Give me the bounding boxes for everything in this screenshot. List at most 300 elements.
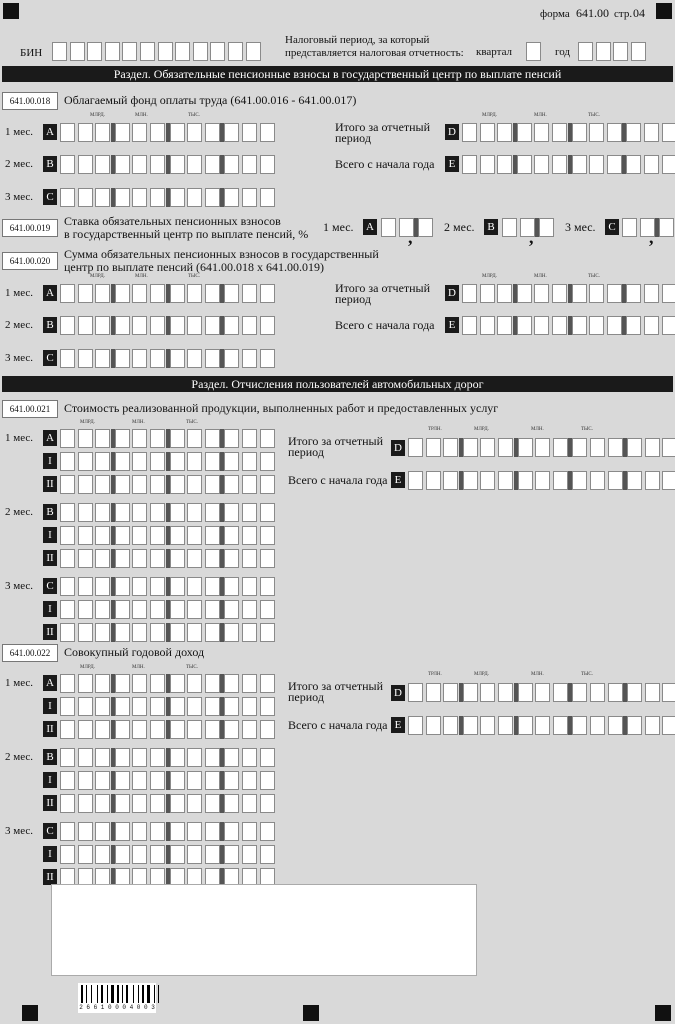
month-3-total-cell[interactable] — [242, 577, 257, 596]
ytd-amount-cell[interactable] — [644, 316, 659, 335]
rate-month-2-cell[interactable] — [502, 218, 517, 237]
month-2-total-cell[interactable] — [60, 503, 75, 522]
month-3-part-1-cell[interactable] — [78, 845, 93, 864]
month-2-part-2-cell[interactable] — [78, 794, 93, 813]
total-period-amount-cell[interactable] — [480, 683, 495, 702]
ytd-amount-cell[interactable] — [645, 471, 660, 490]
total-period-amount-cell[interactable] — [518, 683, 533, 702]
ytd-amount-cell[interactable] — [517, 316, 532, 335]
month-2-amount-cell[interactable] — [150, 316, 165, 335]
month-1-part-1-cell[interactable] — [242, 452, 257, 471]
month-1-part-1-cell[interactable] — [115, 697, 130, 716]
month-2-amount-cell[interactable] — [60, 316, 75, 335]
month-3-amount-cell[interactable] — [95, 349, 110, 368]
month-3-part-1-cell[interactable] — [132, 600, 147, 619]
ytd-amount-cell[interactable] — [553, 716, 568, 735]
month-1-part-2-cell[interactable] — [242, 475, 257, 494]
month-3-amount-cell[interactable] — [78, 188, 93, 207]
month-1-part-2-cell[interactable] — [224, 720, 239, 739]
ytd-amount-cell[interactable] — [480, 471, 495, 490]
month-2-amount-cell[interactable] — [78, 155, 93, 174]
month-3-total-cell[interactable] — [170, 822, 185, 841]
month-1-part-2-cell[interactable] — [150, 475, 165, 494]
ytd-amount-cell[interactable] — [463, 716, 478, 735]
bin-cell[interactable] — [87, 42, 102, 61]
month-3-part-1-cell[interactable] — [60, 845, 75, 864]
total-period-amount-cell[interactable] — [462, 123, 477, 142]
month-3-part-1-cell[interactable] — [132, 845, 147, 864]
rate-month-2-cell[interactable] — [539, 218, 554, 237]
month-3-part-1-cell[interactable] — [170, 845, 185, 864]
month-3-part-1-cell[interactable] — [95, 600, 110, 619]
month-3-total-cell[interactable] — [132, 577, 147, 596]
month-2-part-2-cell[interactable] — [187, 794, 202, 813]
total-period-amount-cell[interactable] — [589, 123, 604, 142]
ytd-amount-cell[interactable] — [572, 316, 587, 335]
month-1-amount-cell[interactable] — [78, 284, 93, 303]
month-3-part-1-cell[interactable] — [60, 600, 75, 619]
month-1-total-cell[interactable] — [115, 674, 130, 693]
total-period-amount-cell[interactable] — [535, 683, 550, 702]
month-3-total-cell[interactable] — [60, 577, 75, 596]
month-3-amount-cell[interactable] — [205, 188, 220, 207]
month-1-amount-cell[interactable] — [115, 123, 130, 142]
bin-cell[interactable] — [158, 42, 173, 61]
total-period-amount-cell[interactable] — [552, 284, 567, 303]
total-period-amount-cell[interactable] — [608, 683, 623, 702]
month-3-total-cell[interactable] — [187, 577, 202, 596]
ytd-amount-cell[interactable] — [443, 471, 458, 490]
month-3-part-1-cell[interactable] — [205, 600, 220, 619]
month-2-total-cell[interactable] — [205, 748, 220, 767]
month-1-amount-cell[interactable] — [150, 284, 165, 303]
ytd-amount-cell[interactable] — [518, 471, 533, 490]
ytd-amount-cell[interactable] — [589, 316, 604, 335]
month-2-total-cell[interactable] — [95, 748, 110, 767]
month-2-total-cell[interactable] — [78, 748, 93, 767]
total-period-amount-cell[interactable] — [534, 123, 549, 142]
total-period-amount-cell[interactable] — [662, 683, 675, 702]
ytd-amount-cell[interactable] — [443, 716, 458, 735]
month-2-part-2-cell[interactable] — [95, 549, 110, 568]
month-1-amount-cell[interactable] — [242, 284, 257, 303]
month-2-total-cell[interactable] — [260, 503, 275, 522]
month-3-part-1-cell[interactable] — [242, 600, 257, 619]
month-3-total-cell[interactable] — [95, 577, 110, 596]
month-1-part-2-cell[interactable] — [242, 720, 257, 739]
month-3-part-1-cell[interactable] — [187, 845, 202, 864]
month-2-amount-cell[interactable] — [132, 155, 147, 174]
total-period-amount-cell[interactable] — [645, 683, 660, 702]
total-period-amount-cell[interactable] — [662, 438, 675, 457]
month-2-amount-cell[interactable] — [260, 316, 275, 335]
month-3-total-cell[interactable] — [150, 822, 165, 841]
month-1-total-cell[interactable] — [170, 429, 185, 448]
month-1-part-1-cell[interactable] — [224, 697, 239, 716]
ytd-amount-cell[interactable] — [627, 471, 642, 490]
month-1-amount-cell[interactable] — [187, 284, 202, 303]
month-2-amount-cell[interactable] — [170, 316, 185, 335]
total-period-amount-cell[interactable] — [662, 284, 675, 303]
month-2-part-2-cell[interactable] — [170, 549, 185, 568]
month-2-total-cell[interactable] — [150, 748, 165, 767]
month-3-total-cell[interactable] — [95, 822, 110, 841]
month-2-part-2-cell[interactable] — [260, 549, 275, 568]
ytd-amount-cell[interactable] — [480, 716, 495, 735]
month-2-amount-cell[interactable] — [187, 316, 202, 335]
total-period-amount-cell[interactable] — [553, 683, 568, 702]
month-2-part-2-cell[interactable] — [242, 549, 257, 568]
month-3-part-1-cell[interactable] — [170, 600, 185, 619]
month-3-amount-cell[interactable] — [78, 349, 93, 368]
notes-area[interactable] — [51, 884, 477, 976]
month-2-amount-cell[interactable] — [115, 316, 130, 335]
month-1-part-2-cell[interactable] — [170, 720, 185, 739]
month-2-total-cell[interactable] — [132, 748, 147, 767]
ytd-amount-cell[interactable] — [534, 155, 549, 174]
ytd-amount-cell[interactable] — [662, 471, 675, 490]
month-2-part-2-cell[interactable] — [224, 549, 239, 568]
month-2-part-1-cell[interactable] — [115, 771, 130, 790]
month-1-part-2-cell[interactable] — [150, 720, 165, 739]
month-1-amount-cell[interactable] — [115, 284, 130, 303]
month-1-amount-cell[interactable] — [132, 123, 147, 142]
month-1-part-1-cell[interactable] — [78, 697, 93, 716]
total-period-amount-cell[interactable] — [535, 438, 550, 457]
bin-cell[interactable] — [52, 42, 67, 61]
ytd-amount-cell[interactable] — [626, 155, 641, 174]
month-3-total-cell[interactable] — [60, 822, 75, 841]
total-period-amount-cell[interactable] — [518, 438, 533, 457]
month-1-part-2-cell[interactable] — [260, 475, 275, 494]
month-2-part-1-cell[interactable] — [205, 526, 220, 545]
total-period-amount-cell[interactable] — [517, 123, 532, 142]
month-1-part-1-cell[interactable] — [60, 697, 75, 716]
month-3-part-2-cell[interactable] — [150, 623, 165, 642]
ytd-amount-cell[interactable] — [590, 471, 605, 490]
month-1-total-cell[interactable] — [95, 674, 110, 693]
ytd-amount-cell[interactable] — [589, 155, 604, 174]
month-1-part-2-cell[interactable] — [187, 475, 202, 494]
month-3-total-cell[interactable] — [224, 577, 239, 596]
month-1-amount-cell[interactable] — [132, 284, 147, 303]
month-1-amount-cell[interactable] — [60, 123, 75, 142]
month-1-part-2-cell[interactable] — [187, 720, 202, 739]
month-2-amount-cell[interactable] — [170, 155, 185, 174]
month-2-part-1-cell[interactable] — [115, 526, 130, 545]
ytd-amount-cell[interactable] — [644, 155, 659, 174]
month-1-total-cell[interactable] — [115, 429, 130, 448]
month-3-amount-cell[interactable] — [115, 349, 130, 368]
month-3-total-cell[interactable] — [132, 822, 147, 841]
ytd-amount-cell[interactable] — [662, 716, 675, 735]
month-1-total-cell[interactable] — [187, 674, 202, 693]
month-1-total-cell[interactable] — [205, 674, 220, 693]
ytd-amount-cell[interactable] — [607, 316, 622, 335]
ytd-amount-cell[interactable] — [662, 155, 675, 174]
month-3-amount-cell[interactable] — [205, 349, 220, 368]
month-3-amount-cell[interactable] — [187, 188, 202, 207]
rate-month-1-cell[interactable] — [418, 218, 433, 237]
total-period-amount-cell[interactable] — [572, 123, 587, 142]
month-3-amount-cell[interactable] — [242, 188, 257, 207]
month-2-part-2-cell[interactable] — [242, 794, 257, 813]
month-3-part-1-cell[interactable] — [260, 845, 275, 864]
ytd-amount-cell[interactable] — [462, 155, 477, 174]
total-period-amount-cell[interactable] — [408, 438, 423, 457]
month-1-total-cell[interactable] — [132, 429, 147, 448]
bin-cell[interactable] — [105, 42, 120, 61]
month-2-total-cell[interactable] — [115, 503, 130, 522]
ytd-amount-cell[interactable] — [572, 155, 587, 174]
ytd-amount-cell[interactable] — [535, 716, 550, 735]
ytd-amount-cell[interactable] — [497, 316, 512, 335]
month-1-part-2-cell[interactable] — [224, 475, 239, 494]
month-1-total-cell[interactable] — [60, 429, 75, 448]
total-period-amount-cell[interactable] — [553, 438, 568, 457]
month-2-part-1-cell[interactable] — [150, 771, 165, 790]
month-1-part-2-cell[interactable] — [78, 720, 93, 739]
month-3-amount-cell[interactable] — [150, 188, 165, 207]
month-3-total-cell[interactable] — [242, 822, 257, 841]
bin-cell[interactable] — [228, 42, 243, 61]
month-1-amount-cell[interactable] — [95, 284, 110, 303]
ytd-amount-cell[interactable] — [498, 716, 513, 735]
month-3-total-cell[interactable] — [187, 822, 202, 841]
month-3-amount-cell[interactable] — [115, 188, 130, 207]
month-1-part-1-cell[interactable] — [95, 697, 110, 716]
month-2-part-1-cell[interactable] — [170, 526, 185, 545]
month-2-part-2-cell[interactable] — [78, 549, 93, 568]
total-period-amount-cell[interactable] — [534, 284, 549, 303]
month-1-total-cell[interactable] — [187, 429, 202, 448]
month-1-part-1-cell[interactable] — [132, 452, 147, 471]
month-2-part-2-cell[interactable] — [187, 549, 202, 568]
month-1-total-cell[interactable] — [224, 429, 239, 448]
month-1-part-1-cell[interactable] — [132, 697, 147, 716]
month-3-amount-cell[interactable] — [260, 188, 275, 207]
month-2-part-1-cell[interactable] — [78, 771, 93, 790]
month-1-part-2-cell[interactable] — [132, 720, 147, 739]
month-2-total-cell[interactable] — [115, 748, 130, 767]
total-period-amount-cell[interactable] — [462, 284, 477, 303]
month-2-total-cell[interactable] — [260, 748, 275, 767]
total-period-amount-cell[interactable] — [645, 438, 660, 457]
month-2-total-cell[interactable] — [78, 503, 93, 522]
month-1-total-cell[interactable] — [95, 429, 110, 448]
total-period-amount-cell[interactable] — [608, 438, 623, 457]
month-3-part-2-cell[interactable] — [170, 623, 185, 642]
year-cell[interactable] — [596, 42, 611, 61]
month-1-total-cell[interactable] — [60, 674, 75, 693]
month-3-amount-cell[interactable] — [150, 349, 165, 368]
month-1-part-1-cell[interactable] — [224, 452, 239, 471]
bin-cell[interactable] — [210, 42, 225, 61]
month-2-total-cell[interactable] — [95, 503, 110, 522]
month-3-total-cell[interactable] — [170, 577, 185, 596]
month-2-total-cell[interactable] — [60, 748, 75, 767]
month-1-part-2-cell[interactable] — [170, 475, 185, 494]
month-2-part-1-cell[interactable] — [187, 526, 202, 545]
month-3-amount-cell[interactable] — [60, 188, 75, 207]
bin-cell[interactable] — [193, 42, 208, 61]
month-1-amount-cell[interactable] — [95, 123, 110, 142]
month-3-part-1-cell[interactable] — [224, 600, 239, 619]
ytd-amount-cell[interactable] — [497, 155, 512, 174]
total-period-amount-cell[interactable] — [517, 284, 532, 303]
month-1-total-cell[interactable] — [260, 674, 275, 693]
month-1-part-2-cell[interactable] — [95, 720, 110, 739]
month-3-amount-cell[interactable] — [242, 349, 257, 368]
month-1-part-2-cell[interactable] — [115, 475, 130, 494]
month-2-part-2-cell[interactable] — [224, 794, 239, 813]
month-3-amount-cell[interactable] — [224, 188, 239, 207]
month-3-total-cell[interactable] — [115, 577, 130, 596]
month-1-part-2-cell[interactable] — [95, 475, 110, 494]
ytd-amount-cell[interactable] — [480, 316, 495, 335]
month-2-amount-cell[interactable] — [187, 155, 202, 174]
month-3-total-cell[interactable] — [260, 577, 275, 596]
ytd-amount-cell[interactable] — [535, 471, 550, 490]
total-period-amount-cell[interactable] — [443, 438, 458, 457]
month-2-part-2-cell[interactable] — [60, 794, 75, 813]
month-1-amount-cell[interactable] — [260, 284, 275, 303]
month-2-amount-cell[interactable] — [224, 155, 239, 174]
month-2-part-2-cell[interactable] — [60, 549, 75, 568]
month-3-part-1-cell[interactable] — [150, 600, 165, 619]
quarter-cell[interactable] — [526, 42, 541, 61]
month-1-part-1-cell[interactable] — [115, 452, 130, 471]
ytd-amount-cell[interactable] — [517, 155, 532, 174]
month-2-amount-cell[interactable] — [132, 316, 147, 335]
total-period-amount-cell[interactable] — [572, 284, 587, 303]
total-period-amount-cell[interactable] — [627, 438, 642, 457]
month-2-amount-cell[interactable] — [150, 155, 165, 174]
month-3-part-2-cell[interactable] — [78, 623, 93, 642]
month-1-part-1-cell[interactable] — [170, 452, 185, 471]
month-3-part-2-cell[interactable] — [242, 623, 257, 642]
ytd-amount-cell[interactable] — [662, 316, 675, 335]
month-3-amount-cell[interactable] — [132, 349, 147, 368]
month-1-part-2-cell[interactable] — [132, 475, 147, 494]
month-3-part-2-cell[interactable] — [224, 623, 239, 642]
month-3-part-1-cell[interactable] — [224, 845, 239, 864]
month-3-total-cell[interactable] — [260, 822, 275, 841]
bin-cell[interactable] — [70, 42, 85, 61]
total-period-amount-cell[interactable] — [480, 123, 495, 142]
total-period-amount-cell[interactable] — [443, 683, 458, 702]
total-period-amount-cell[interactable] — [644, 123, 659, 142]
month-2-part-1-cell[interactable] — [150, 526, 165, 545]
month-3-amount-cell[interactable] — [187, 349, 202, 368]
month-1-amount-cell[interactable] — [224, 284, 239, 303]
month-3-part-2-cell[interactable] — [132, 623, 147, 642]
ytd-amount-cell[interactable] — [572, 716, 587, 735]
month-2-amount-cell[interactable] — [242, 316, 257, 335]
month-1-amount-cell[interactable] — [60, 284, 75, 303]
total-period-amount-cell[interactable] — [463, 683, 478, 702]
month-3-amount-cell[interactable] — [260, 349, 275, 368]
month-3-total-cell[interactable] — [78, 822, 93, 841]
month-3-part-1-cell[interactable] — [115, 845, 130, 864]
ytd-amount-cell[interactable] — [534, 316, 549, 335]
month-3-amount-cell[interactable] — [60, 349, 75, 368]
month-1-part-1-cell[interactable] — [187, 697, 202, 716]
total-period-amount-cell[interactable] — [627, 683, 642, 702]
month-2-amount-cell[interactable] — [224, 316, 239, 335]
month-3-part-2-cell[interactable] — [205, 623, 220, 642]
total-period-amount-cell[interactable] — [662, 123, 675, 142]
month-2-part-2-cell[interactable] — [150, 549, 165, 568]
year-cell[interactable] — [578, 42, 593, 61]
month-1-total-cell[interactable] — [242, 674, 257, 693]
month-3-part-2-cell[interactable] — [260, 623, 275, 642]
month-2-part-1-cell[interactable] — [224, 771, 239, 790]
month-2-total-cell[interactable] — [187, 748, 202, 767]
month-2-part-1-cell[interactable] — [132, 771, 147, 790]
month-1-total-cell[interactable] — [224, 674, 239, 693]
month-2-part-2-cell[interactable] — [132, 794, 147, 813]
month-3-amount-cell[interactable] — [95, 188, 110, 207]
month-2-part-2-cell[interactable] — [170, 794, 185, 813]
ytd-amount-cell[interactable] — [426, 716, 441, 735]
month-1-total-cell[interactable] — [132, 674, 147, 693]
bin-cell[interactable] — [140, 42, 155, 61]
ytd-amount-cell[interactable] — [426, 471, 441, 490]
ytd-amount-cell[interactable] — [645, 716, 660, 735]
total-period-amount-cell[interactable] — [626, 123, 641, 142]
total-period-amount-cell[interactable] — [589, 284, 604, 303]
month-1-total-cell[interactable] — [78, 429, 93, 448]
month-1-total-cell[interactable] — [150, 674, 165, 693]
month-1-part-2-cell[interactable] — [60, 720, 75, 739]
month-2-part-1-cell[interactable] — [224, 526, 239, 545]
month-3-total-cell[interactable] — [115, 822, 130, 841]
month-1-part-1-cell[interactable] — [187, 452, 202, 471]
total-period-amount-cell[interactable] — [607, 123, 622, 142]
month-2-part-2-cell[interactable] — [95, 794, 110, 813]
ytd-amount-cell[interactable] — [408, 471, 423, 490]
ytd-amount-cell[interactable] — [590, 716, 605, 735]
total-period-amount-cell[interactable] — [607, 284, 622, 303]
total-period-amount-cell[interactable] — [426, 438, 441, 457]
month-3-part-2-cell[interactable] — [95, 623, 110, 642]
ytd-amount-cell[interactable] — [552, 316, 567, 335]
rate-month-1-cell[interactable] — [381, 218, 396, 237]
ytd-amount-cell[interactable] — [463, 471, 478, 490]
month-2-amount-cell[interactable] — [260, 155, 275, 174]
month-3-part-1-cell[interactable] — [260, 600, 275, 619]
month-1-total-cell[interactable] — [205, 429, 220, 448]
total-period-amount-cell[interactable] — [590, 683, 605, 702]
total-period-amount-cell[interactable] — [497, 284, 512, 303]
month-3-part-1-cell[interactable] — [115, 600, 130, 619]
month-2-part-1-cell[interactable] — [187, 771, 202, 790]
ytd-amount-cell[interactable] — [553, 471, 568, 490]
total-period-amount-cell[interactable] — [626, 284, 641, 303]
month-1-part-1-cell[interactable] — [150, 697, 165, 716]
month-2-part-1-cell[interactable] — [132, 526, 147, 545]
month-2-amount-cell[interactable] — [60, 155, 75, 174]
ytd-amount-cell[interactable] — [552, 155, 567, 174]
month-3-total-cell[interactable] — [224, 822, 239, 841]
month-2-part-2-cell[interactable] — [150, 794, 165, 813]
month-1-total-cell[interactable] — [150, 429, 165, 448]
ytd-amount-cell[interactable] — [608, 716, 623, 735]
month-1-part-2-cell[interactable] — [205, 720, 220, 739]
total-period-amount-cell[interactable] — [590, 438, 605, 457]
month-1-part-2-cell[interactable] — [260, 720, 275, 739]
